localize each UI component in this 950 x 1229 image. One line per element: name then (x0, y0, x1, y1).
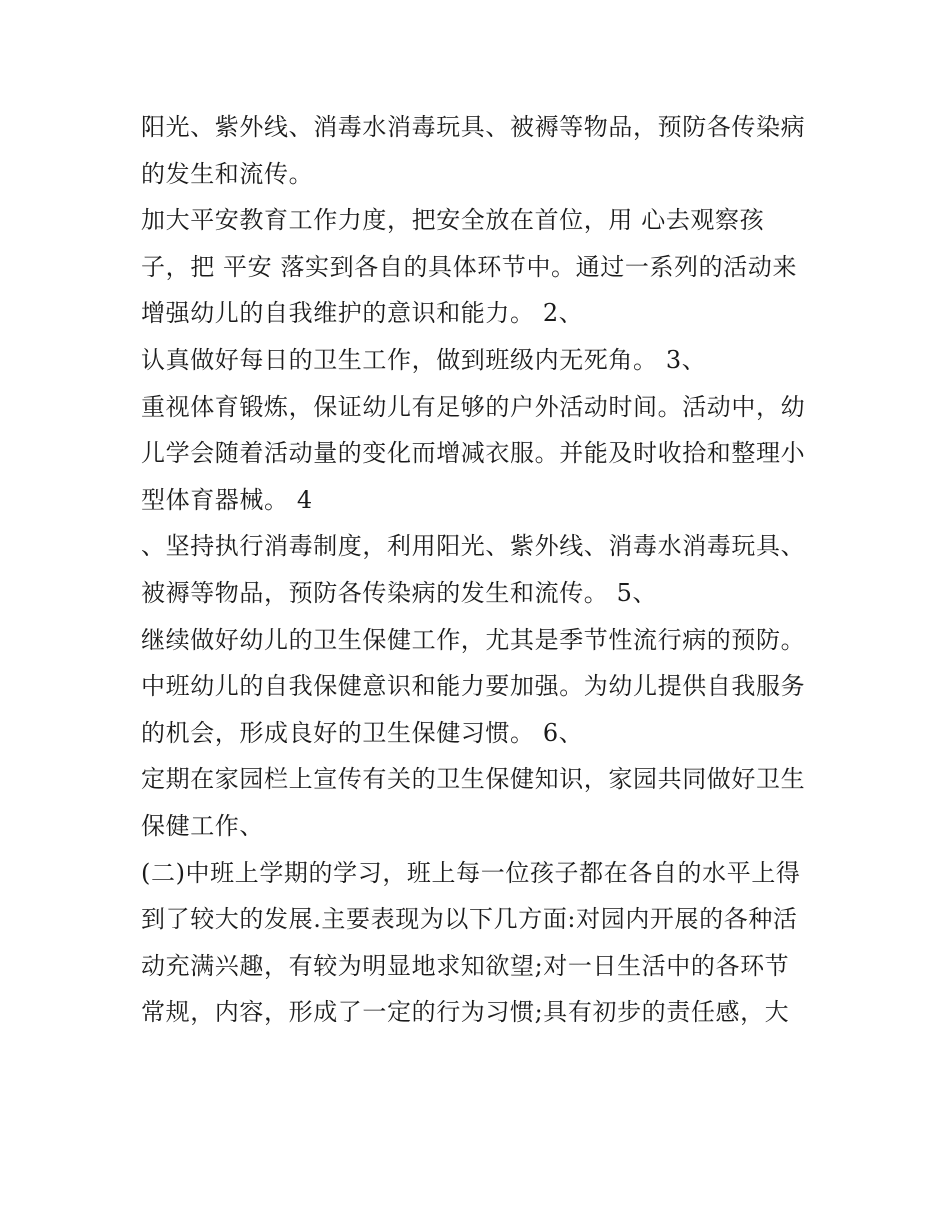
text-line: 被褥等物品，预防各传染病的发生和流传。 5、 (141, 578, 658, 607)
text-line: 的机会，形成良好的卫生保健习惯。 6、 (141, 718, 584, 747)
text-line: 增强幼儿的自我维护的意识和能力。 2、 (141, 299, 584, 328)
text-line: 到了较大的发展.主要表现为以下几方面:对园内开展的各种活 (141, 905, 798, 934)
text-line: 重视体育锻炼，保证幼儿有足够的户外活动时间。活动中，幼 (141, 392, 806, 421)
text-line: 动充满兴趣，有较为明显地求知欲望;对一日生活中的各环节 (141, 951, 790, 980)
text-line: 继续做好幼儿的卫生保健工作，尤其是季节性流行病的预防。 (141, 625, 806, 654)
text-line: 型体育器械。 4 (141, 485, 313, 514)
text-line: (二)中班上学期的学习，班上每一位孩子都在各自的水平上得 (141, 858, 801, 887)
text-line: 、坚持执行消毒制度，利用阳光、紫外线、消毒水消毒玩具、 (141, 532, 806, 561)
text-line: 中班幼儿的自我保健意识和能力要加强。为幼儿提供自我服务 (141, 672, 806, 701)
text-line: 认真做好每日的卫生工作，做到班级内无死角。 3、 (141, 345, 707, 374)
text-line: 的发生和流传。 (141, 159, 314, 188)
text-line: 保健工作、 (141, 811, 264, 840)
text-line: 加大平安教育工作力度，把安全放在首位，用 心去观察孩 (141, 206, 765, 235)
document-body (141, 104, 831, 1036)
text-line: 儿学会随着活动量的变化而增减衣服。并能及时收拾和整理小 (141, 439, 806, 468)
text-line: 定期在家园栏上宣传有关的卫生保健知识，家园共同做好卫生 (141, 765, 806, 794)
text-line: 常规，内容，形成了一定的行为习惯;具有初步的责任感，大 (141, 998, 790, 1027)
text-line: 子，把 平安 落实到各自的具体环节中。通过一系列的活动来 (141, 252, 798, 281)
text-line: 阳光、紫外线、消毒水消毒玩具、被褥等物品，预防各传染病 (141, 113, 806, 141)
